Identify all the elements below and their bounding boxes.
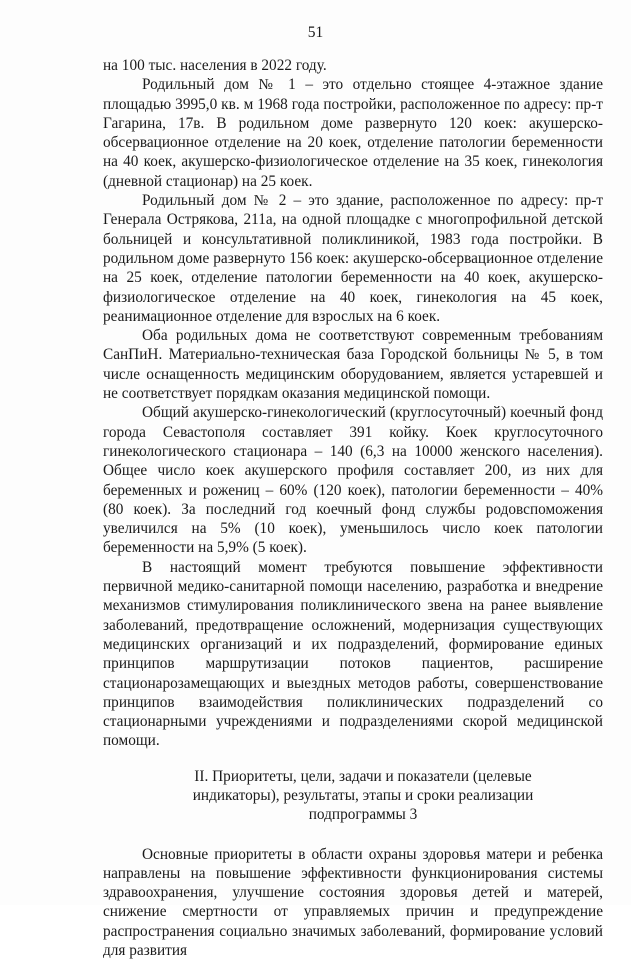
paragraph-sanpin: Оба родильных дома не соответствуют современным требованиям СанПиН. Материально-техническая база Городской больницы № 5, в том числе оснащенность медицинским оборудованием, является устаревшей и не соответствует порядкам оказания медицинской помощи. [103, 327, 603, 403]
section-heading-line-3: подпрограммы 3 [308, 806, 418, 824]
paragraph-bed-fund: Общий акушерско-гинекологический (круглосуточный) коечный фонд города Севастополя составляет 391 койку. Коек круглосуточного гинекологического стационара – 140 (6,3 на 10000 женского населения). Общее число коек акушерского профиля составляет 200, из них для беременных и рожениц – 60% (120 коек), патологии беременности – 40% (80 коек). За последний год коечный фонд службы родовспоможения увеличился на 5% (10 коек), уменьшилось число коек патологии беременности на 5,9% (5 коек). [103, 404, 603, 557]
paragraph-current-needs: В настоящий момент требуются повышение эффективности первичной медико-санитарной помощи населению, разработка и внедрение механизмов стимулирования поликлинического звена на ранее выявление заболеваний, предотвращение осложнений, модернизация существующих медицинских организаций и их подразделений, формирование единых принципов маршрутизации потоков пациентов, расширение стационарозамещающих и выездных методов работы, совершенствование принципов взаимодействия поликлинических подразделений со стационарными учреждениями и подразделениями скорой медицинской помощи. [103, 558, 603, 750]
section-heading [103, 767, 603, 825]
paragraph-priorities: Основные приоритеты в области охраны здоровья матери и ребенка направлены на повышение эффективности функционирования системы здравоохранения, улучшение состояния здоровья детей и матерей, снижение смертности от управляемых причин и предупреждение распространения социально значимых заболеваний, формирование условий для развития [103, 845, 603, 960]
paragraph-maternity-home-2: Родильный дом № 2 – это здание, расположенное по адресу: пр-т Генерала Острякова, 211а, на одной площадке с многопрофильной детской больницей и консультативной поликлиникой, 1983 года постройки. В родильном доме развернуто 156 коек: акушерско-обсервационное отделение на 25 коек, отделение патологии беременности на 40 коек, акушерско-физиологическое отделение на 40 коек, гинекология на 45 коек, реанимационное отделение для взрослых на 6 коек. [103, 192, 603, 325]
document-body [103, 56, 603, 960]
section-heading-line-2: индикаторы), результаты, этапы и сроки реализации [192, 786, 534, 804]
paragraph-maternity-home-1: Родильный дом № 1 – это отдельно стоящее 4-этажное здание площадью 3995,0 кв. м 1968 года постройки, расположенное по адресу: пр-т Гагарина, 17в. В родильном доме развернуто 120 коек: акушерско-обсервационное отделение на 20 коек, отделение патологии беременности на 40 коек, акушерско-физиологическое отделение на 35 коек, гинекология (дневной стационар) на 25 коек. [103, 76, 603, 190]
page-number: 51 [307, 24, 324, 41]
paragraph-continuation: на 100 тыс. населения в 2022 году. [103, 57, 327, 74]
section-heading-line-1: II. Приоритеты, цели, задачи и показатели (целевые [194, 767, 532, 785]
